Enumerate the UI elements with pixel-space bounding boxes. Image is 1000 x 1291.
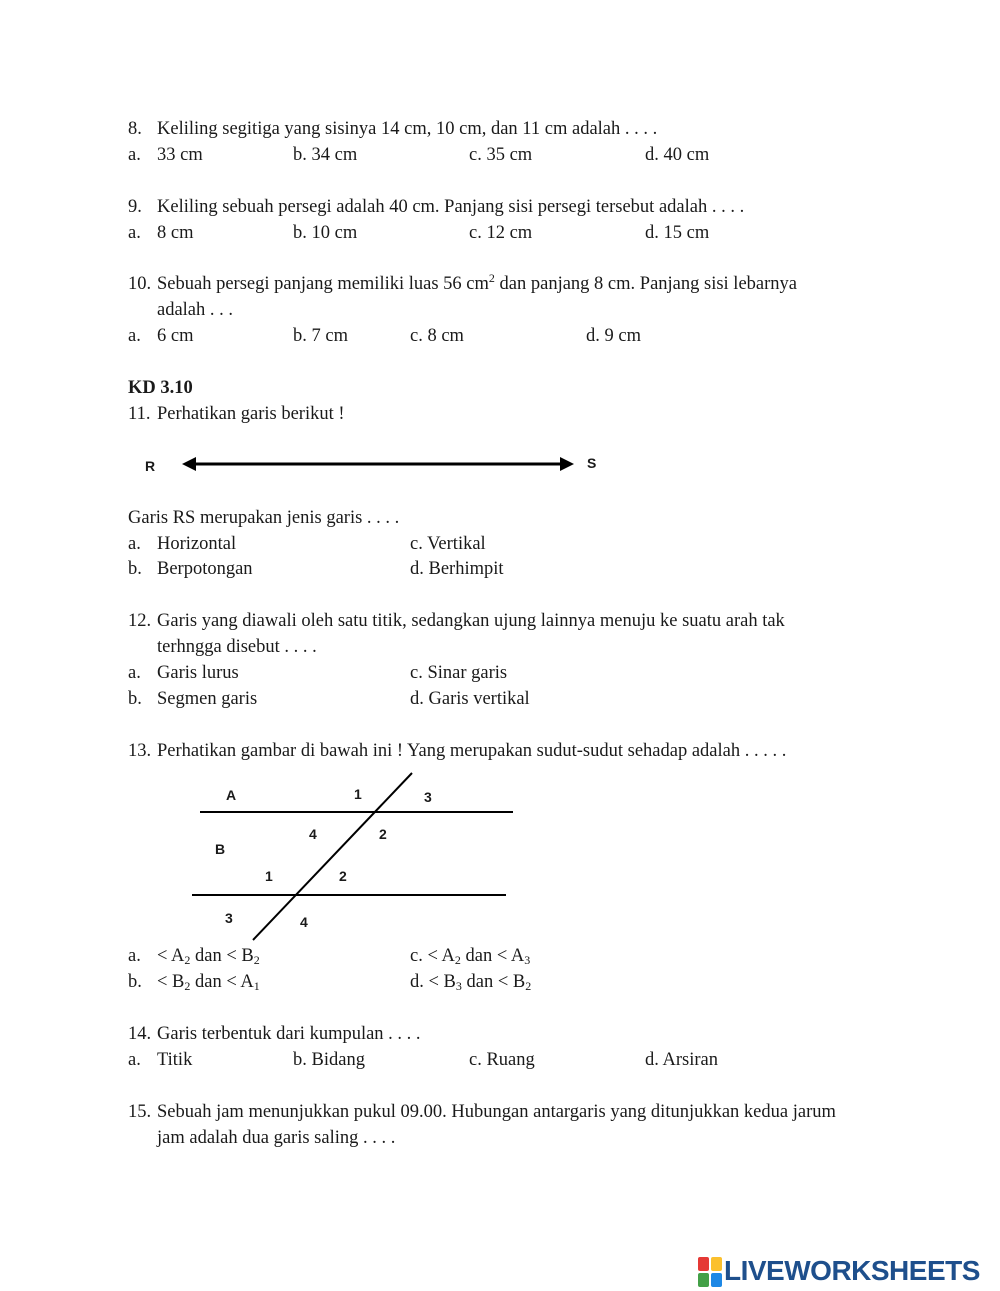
q13-option-b[interactable]: < $B_2$ dan < $A_1$ (157, 972, 260, 993)
q8-option-d[interactable]: d. 40 cm (645, 145, 710, 165)
q12-number: 12. (128, 611, 152, 631)
label-a: A (226, 787, 237, 803)
q14-option-a[interactable]: Titik (157, 1050, 193, 1070)
q14-option-a-letter: a. (128, 1050, 141, 1070)
q11-label-r: R (145, 458, 156, 474)
label-a-angle-1: 1 (354, 786, 362, 802)
q9-text: Keliling sebuah persegi adalah 40 cm. Panjang sisi persegi tersebut adalah . . . . (157, 197, 745, 217)
q14-option-b[interactable]: b. Bidang (293, 1050, 365, 1070)
q15-number: 15. (128, 1102, 152, 1122)
q8-option-c[interactable]: c. 35 cm (469, 145, 533, 165)
q10-text-line2: adalah . . . (157, 300, 234, 320)
label-b-angle-1: 1 (265, 868, 273, 884)
q15-text: Sebuah jam menunjukkan pukul 09.00. Hubungan antargaris yang ditunjukkan kedua jarum (157, 1102, 836, 1122)
q10-option-d[interactable]: d. 9 cm (586, 326, 641, 346)
q9-option-a-letter: a. (128, 223, 141, 243)
q11-label-s: S (587, 455, 597, 471)
q12-option-a-letter: a. (128, 663, 141, 683)
q13-option-a[interactable]: < $A_2$ dan < $B_2$ (157, 946, 260, 967)
q8-text: Keliling segitiga yang sisinya 14 cm, 10 cm, dan 11 cm adalah . . . . (157, 119, 658, 139)
q10-option-c[interactable]: c. 8 cm (410, 326, 464, 346)
q13-text: Perhatikan gambar di bawah ini ! Yang merupakan sudut-sudut sehadap adalah . . . . . (157, 741, 787, 761)
q11-option-b[interactable]: Berpotongan (157, 559, 253, 579)
q13-option-a-letter: a. (128, 946, 141, 966)
q13-option-d[interactable]: d. < $B_3$ dan < $B_2$ (410, 972, 532, 993)
q8-option-b[interactable]: b. 34 cm (293, 145, 358, 165)
q9-option-a[interactable]: 8 cm (157, 223, 194, 243)
q11-option-a[interactable]: Horizontal (157, 534, 237, 554)
label-b-angle-4: 4 (300, 914, 308, 930)
label-a-angle-4: 4 (309, 826, 317, 842)
q12-text-line2: terhngga disebut . . . . (157, 637, 317, 657)
label-b-angle-2: 2 (339, 868, 347, 884)
q10-option-a-letter: a. (128, 326, 141, 346)
q12-option-a[interactable]: Garis lurus (157, 663, 239, 683)
q8-option-a-letter: a. (128, 145, 141, 165)
q13-option-b-letter: b. (128, 972, 142, 992)
q11-text: Perhatikan garis berikut ! (157, 404, 345, 424)
liveworksheets-logo[interactable] (698, 1254, 998, 1288)
label-a-angle-3: 3 (424, 789, 432, 805)
label-a-angle-2: 2 (379, 826, 387, 842)
q12-text: Garis yang diawali oleh satu titik, sedangkan ujung lainnya menuju ke suatu arah tak (157, 611, 785, 631)
q11-option-b-letter: b. (128, 559, 142, 579)
q8-option-a[interactable]: 33 cm (157, 145, 203, 165)
arrow-left-icon (182, 457, 196, 471)
logo-text: LIVEWORKSHEETS (724, 1255, 980, 1286)
q11-number: 11. (128, 404, 151, 424)
q11-stem: Garis RS merupakan jenis garis . . . . (128, 508, 400, 528)
q13-option-c[interactable]: c. < $A_2$ dan < $A_3$ (410, 946, 531, 967)
q9-option-b[interactable]: b. 10 cm (293, 223, 358, 243)
section-title: KD 3.10 (128, 378, 193, 398)
q12-option-b-letter: b. (128, 689, 142, 709)
q13-number: 13. (128, 741, 152, 761)
q14-option-d[interactable]: d. Arsiran (645, 1050, 718, 1070)
q14-option-c[interactable]: c. Ruang (469, 1050, 535, 1070)
q9-option-c[interactable]: c. 12 cm (469, 223, 533, 243)
label-b-angle-3: 3 (225, 910, 233, 926)
transversal-line (253, 773, 412, 940)
q12-option-b[interactable]: Segmen garis (157, 689, 258, 709)
q12-option-d[interactable]: d. Garis vertikal (410, 689, 530, 709)
arrow-right-icon (560, 457, 574, 471)
q10-option-b[interactable]: b. 7 cm (293, 326, 348, 346)
q10-number: 10. (128, 274, 152, 294)
q9-number: 9. (128, 197, 142, 217)
q11-option-c[interactable]: c. Vertikal (410, 534, 486, 554)
q10-option-a[interactable]: 6 cm (157, 326, 194, 346)
q12-option-c[interactable]: c. Sinar garis (410, 663, 508, 683)
q10-text: Sebuah persegi panjang memiliki luas 56 $cm^2$ dan panjang 8 cm. Panjang sisi lebarnya (157, 271, 797, 294)
q14-text: Garis terbentuk dari kumpulan . . . . (157, 1024, 421, 1044)
label-b: B (215, 841, 226, 857)
q8-number: 8. (128, 119, 142, 139)
q9-option-d[interactable]: d. 15 cm (645, 223, 710, 243)
q11-option-d[interactable]: d. Berhimpit (410, 559, 504, 579)
q11-line-figure (180, 452, 576, 476)
q14-number: 14. (128, 1024, 152, 1044)
q11-option-a-letter: a. (128, 534, 141, 554)
logo-blocks-icon (698, 1257, 722, 1287)
q15-text-line2: jam adalah dua garis saling . . . . (157, 1128, 396, 1148)
